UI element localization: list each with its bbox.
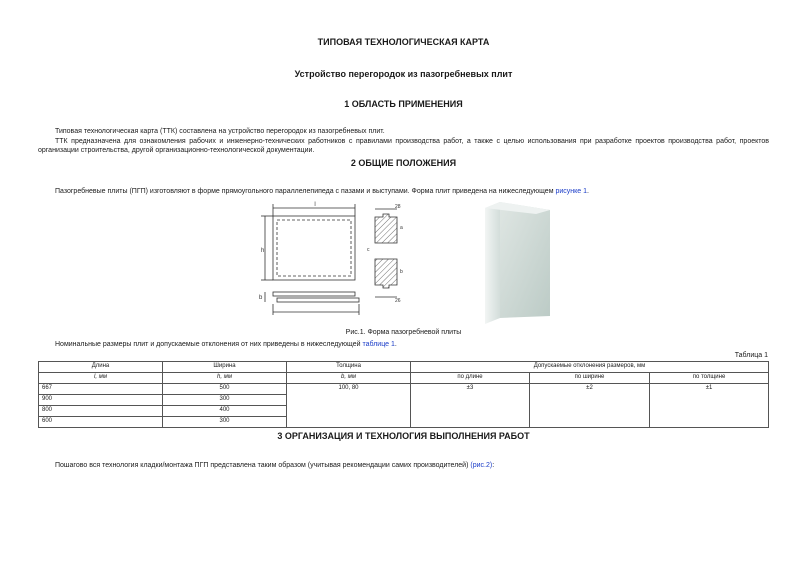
plate-photo-side xyxy=(485,202,500,324)
header-thickness-unit: b, мм xyxy=(287,373,411,384)
cell-length: 600 xyxy=(39,417,163,428)
plate-face-outer xyxy=(273,216,355,280)
figure-1-caption: Рис.1. Форма пазогребневой плиты xyxy=(345,329,462,336)
cell-width: 400 xyxy=(163,406,287,417)
section-2-paragraph-1 xyxy=(55,187,770,196)
section-2-paragraph-1-end: . xyxy=(587,188,589,195)
dim-26-label: 26 xyxy=(395,298,401,303)
cell-width: 300 xyxy=(163,417,287,428)
dim-c-label: c xyxy=(367,247,370,253)
section-2-paragraph-2 xyxy=(55,340,770,349)
dim-h-label: h xyxy=(261,248,265,254)
table-row xyxy=(39,384,769,395)
cell-dev-width: ±2 xyxy=(530,384,650,428)
dim-b-label: b xyxy=(259,295,263,301)
plate-face-inner xyxy=(277,220,351,276)
figure-1-link[interactable]: рисунке 1 xyxy=(555,188,587,195)
section-3-paragraph-1-end: : xyxy=(492,462,495,469)
header-by-width: по ширине xyxy=(530,373,650,384)
figure-2-link[interactable]: (рис.2) xyxy=(470,462,493,469)
section-2-heading: 2 ОБЩИЕ ПОЛОЖЕНИЯ xyxy=(350,158,457,168)
cell-length: 800 xyxy=(39,406,163,417)
table-1-link[interactable]: таблице 1 xyxy=(362,341,395,348)
section-3-paragraph-1-text: Пошагово вся технология кладки/монтажа ПГП представлена таким образом (учитывая рекомендации самих производителей) xyxy=(55,462,471,469)
header-length: Длина xyxy=(39,362,163,373)
cell-width: 500 xyxy=(163,384,287,395)
section-2-paragraph-2-end: . xyxy=(394,341,397,348)
header-length-unit: l, мм xyxy=(39,373,163,384)
section-2-paragraph-2-text: Номинальные размеры плит и допускаемые отклонения от них приведены в нижеследующей xyxy=(55,341,363,348)
document-subtitle: Устройство перегородок из пазогребневых плит xyxy=(294,69,513,79)
section-2-paragraph-1-text: Пазогребневые плиты (ПГП) изготовляют в форме прямоугольного параллелепипеда с пазами и выступами. Форма плит приведена на нижеследующем xyxy=(55,188,556,195)
plate-photo xyxy=(480,200,555,325)
header-by-thickness: по толщине xyxy=(650,373,769,384)
document-title: ТИПОВАЯ ТЕХНОЛОГИЧЕСКАЯ КАРТА xyxy=(317,37,490,47)
table-header-row-1 xyxy=(39,362,769,373)
plate-edge-top xyxy=(273,292,355,296)
section-3-paragraph-1 xyxy=(55,461,770,470)
section-1-heading: 1 ОБЛАСТЬ ПРИМЕНЕНИЯ xyxy=(344,99,463,109)
section-lower xyxy=(375,259,397,288)
section-upper xyxy=(375,214,397,243)
plate-edge-bottom xyxy=(277,298,359,302)
cell-length: 900 xyxy=(39,395,163,406)
section-3-heading: 3 ОРГАНИЗАЦИЯ И ТЕХНОЛОГИЯ ВЫПОЛНЕНИЯ РАБОТ xyxy=(277,431,530,441)
table-1-label: Таблица 1 xyxy=(734,352,768,359)
header-width: Ширина xyxy=(163,362,287,373)
cell-width: 300 xyxy=(163,395,287,406)
dim-l-label: l xyxy=(314,202,316,208)
cell-length: 667 xyxy=(39,384,163,395)
header-thickness: Толщина xyxy=(287,362,411,373)
cell-dev-length: ±3 xyxy=(411,384,530,428)
header-deviations: Допускаемые отклонения размеров, мм xyxy=(411,362,769,373)
cell-dev-thickness: ±1 xyxy=(650,384,769,428)
header-by-length: по длине xyxy=(411,373,530,384)
dim-a-label: a xyxy=(400,225,403,231)
dimensions-table xyxy=(38,361,769,428)
dim-28-label: 28 xyxy=(395,204,401,210)
cross-section-drawing xyxy=(365,203,415,303)
cell-thickness: 100, 80 xyxy=(287,384,411,428)
section-1-paragraph-1: Типовая технологическая карта (ТТК) составлена на устройство перегородок из пазогребневых плит. xyxy=(55,128,385,135)
table-header-row-2 xyxy=(39,373,769,384)
dim-b2-label: b xyxy=(400,269,403,275)
plate-photo-face xyxy=(500,202,550,318)
section-1-paragraph-2: ТТК предназначена для ознакомления рабочих и инженерно-технических работников с правилами производства работ, а также с целью использования при разработке проектов производства работ, проектов организации строительства, другой организационно-технологической документации. xyxy=(38,138,769,154)
header-width-unit: h, мм xyxy=(163,373,287,384)
